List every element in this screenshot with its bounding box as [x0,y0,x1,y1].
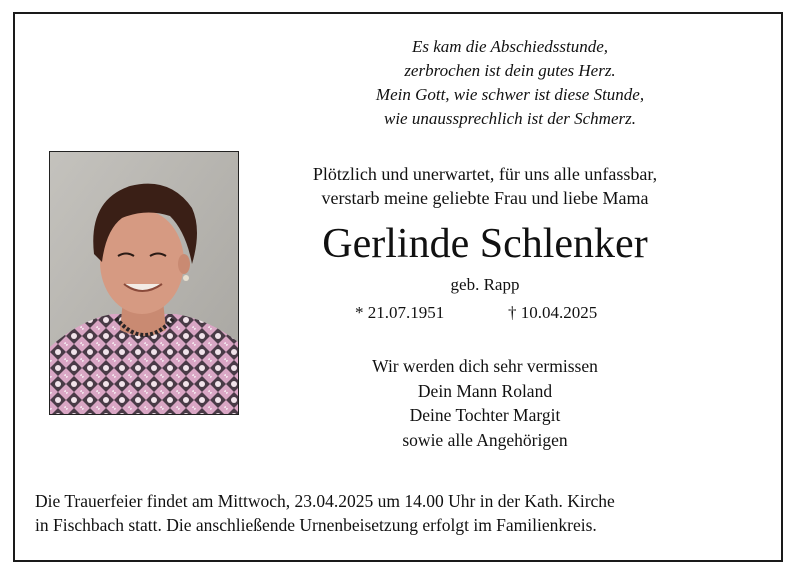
portrait-photo [49,151,239,415]
birth-date: * 21.07.1951 [355,303,445,322]
mourner-line: sowie alle Angehörigen [402,429,568,450]
mourner-line: Wir werden dich sehr vermissen [372,356,598,376]
mourner-line: Deine Tochter Margit [409,405,561,425]
poem-line: wie unaussprechlich ist der Schmerz. [384,109,636,128]
poem-line: Es kam die Abschiedsstunde, [411,37,609,56]
mourner-line: Dein Mann Roland [417,380,553,401]
intro-line: Plötzlich und unerwartet, für uns alle unfassbar, [312,164,658,184]
portrait-image [50,152,238,414]
deceased-name: Gerlinde Schlenker [322,221,648,267]
poem-line: zerbrochen ist dein gutes Herz. [404,61,616,80]
poem-line: Mein Gott, wie schwer ist diese Stunde, [375,85,645,104]
obituary-notice [13,12,783,562]
funeral-line: Die Trauerfeier findet am Mittwoch, 23.04.2025 um 14.00 Uhr in der Kath. Kirche [35,491,615,511]
intro-line: verstarb meine geliebte Frau und liebe Mama [321,188,649,208]
funeral-line: in Fischbach statt. Die anschließende Urnenbeisetzung erfolgt im Familienkreis. [35,515,597,535]
death-date: † 10.04.2025 [508,303,598,322]
memorial-poem [320,35,700,131]
birth-name: geb. Rapp [450,275,520,294]
funeral-details [35,489,775,537]
mourners-list [305,354,665,452]
announcement-intro [265,162,705,210]
